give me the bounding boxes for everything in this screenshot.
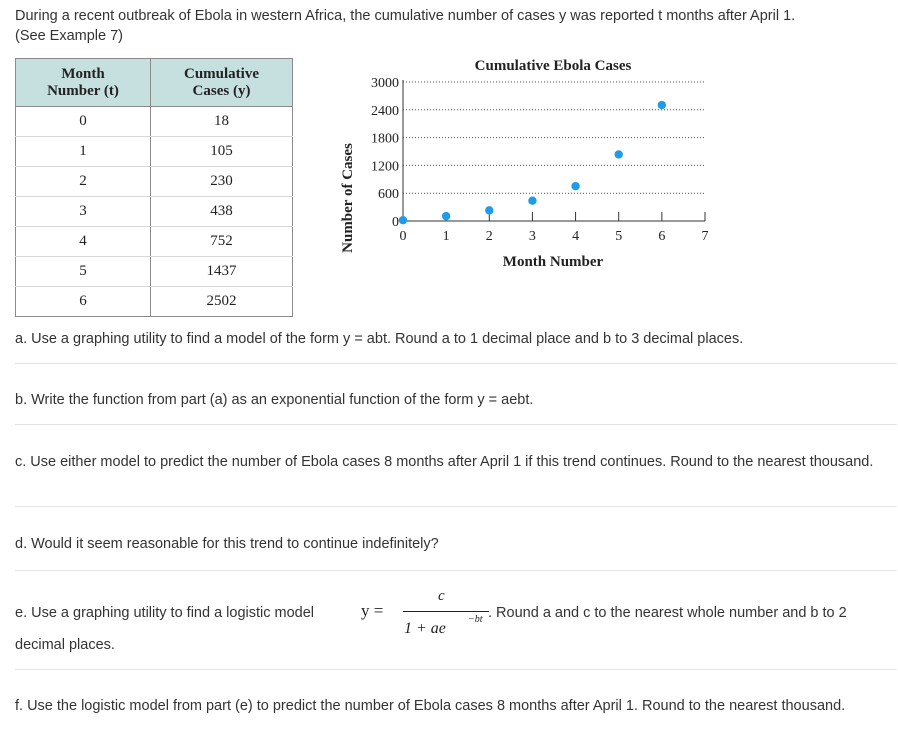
data-point: [528, 197, 536, 205]
data-table: [15, 58, 293, 317]
y-tick-label: 3000: [371, 76, 399, 91]
x-tick-label: 1: [442, 229, 450, 244]
x-tick-label: 4: [572, 229, 580, 244]
intro-line-2: (See Example 7): [15, 28, 123, 44]
table-row: [16, 287, 293, 317]
data-point: [615, 150, 623, 158]
problem-intro: [15, 6, 890, 46]
chart-y-axis-label: Number of Cases: [340, 143, 356, 253]
y-tick-label: 2400: [371, 103, 399, 119]
header-month: Month Number (t): [16, 59, 151, 107]
data-point: [571, 182, 579, 190]
cell-month: 4: [16, 227, 151, 257]
formula-numerator: c: [438, 588, 445, 604]
question-c: c. Use either model to predict the number of Ebola cases 8 months after April 1 if this trend continues. Round to the nearest thousand.: [15, 454, 874, 470]
x-tick-label: 6: [658, 229, 666, 244]
question-d: d. Would it seem reasonable for this trend to continue indefinitely?: [15, 536, 439, 552]
cell-month: 0: [16, 107, 151, 137]
divider: [15, 669, 897, 670]
table-row: [16, 107, 293, 137]
cell-cases: 105: [151, 137, 293, 167]
cell-month: 3: [16, 197, 151, 227]
data-point: [442, 212, 450, 220]
intro-line-1: During a recent outbreak of Ebola in western Africa, the cumulative number of cases y was reported t months after April 1.: [15, 8, 796, 24]
ebola-scatter-chart: [300, 50, 720, 290]
header-cases: Cumulative Cases (y): [151, 59, 293, 107]
table-row: [16, 257, 293, 287]
formula-denominator: 1 + ae: [404, 620, 446, 637]
question-e-end: decimal places.: [15, 637, 115, 653]
question-e-start: e. Use a graphing utility to find a logistic model: [15, 605, 315, 621]
fraction-bar: [403, 611, 489, 612]
question-e-rest: . Round a and c to the nearest whole number and b to 2: [488, 605, 847, 621]
cell-month: 1: [16, 137, 151, 167]
formula-exponent: −bt: [468, 614, 483, 625]
cell-month: 2: [16, 167, 151, 197]
cell-cases: 230: [151, 167, 293, 197]
x-tick-label: 7: [701, 229, 709, 244]
cell-cases: 2502: [151, 287, 293, 317]
table-row: [16, 227, 293, 257]
data-point: [399, 216, 407, 224]
divider: [15, 424, 897, 425]
question-b: b. Write the function from part (a) as an exponential function of the form y = aebt.: [15, 392, 534, 408]
cell-cases: 1437: [151, 257, 293, 287]
data-point: [658, 101, 666, 109]
question-a: a. Use a graphing utility to find a model of the form y = abt. Round a to 1 decimal place and b to 3 decimal places.: [15, 331, 744, 347]
table-row: [16, 197, 293, 227]
x-tick-label: 3: [528, 229, 536, 244]
y-tick-label: 1200: [371, 159, 399, 175]
cell-cases: 752: [151, 227, 293, 257]
question-f: f. Use the logistic model from part (e) to predict the number of Ebola cases 8 months after April 1. Round to the nearest thousand.: [15, 698, 846, 714]
data-point: [485, 206, 493, 214]
chart-x-axis-label: Month Number: [502, 254, 604, 270]
table-row: [16, 167, 293, 197]
divider: [15, 506, 897, 507]
formula-lhs: y =: [361, 601, 384, 620]
x-tick-label: 0: [399, 229, 407, 244]
cell-month: 5: [16, 257, 151, 287]
y-tick-label: 1800: [371, 131, 399, 147]
table-row: [16, 137, 293, 167]
divider: [15, 363, 897, 364]
x-tick-label: 5: [615, 229, 623, 244]
divider: [15, 570, 897, 571]
x-tick-label: 2: [485, 229, 493, 244]
table-header-row: [16, 59, 293, 107]
cell-cases: 438: [151, 197, 293, 227]
y-tick-label: 0: [392, 215, 399, 230]
cell-month: 6: [16, 287, 151, 317]
chart-title: Cumulative Ebola Cases: [474, 58, 632, 74]
y-tick-label: 600: [378, 187, 399, 203]
cell-cases: 18: [151, 107, 293, 137]
